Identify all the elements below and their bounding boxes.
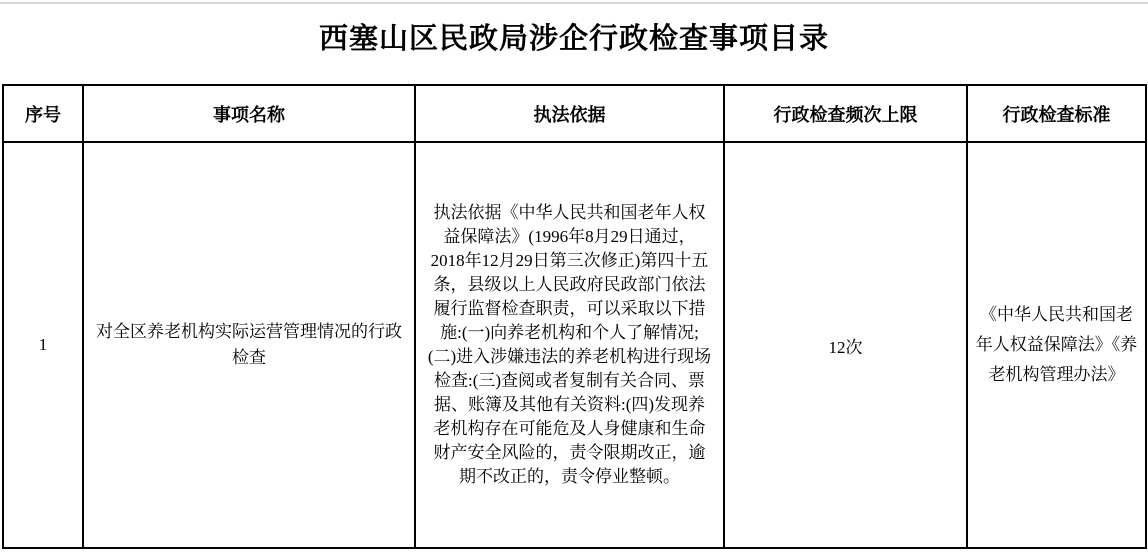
page-title: 西塞山区民政局涉企行政检查事项目录: [318, 23, 829, 55]
inspection-items-table: [2, 84, 1147, 549]
page-top-divider: [0, 2, 1148, 4]
cell-seq: 1: [3, 142, 83, 548]
column-header-seq: 序号: [3, 85, 83, 142]
table-header-row: [3, 85, 1146, 142]
cell-frequency-limit: 12次: [724, 142, 967, 548]
cell-item-name: 对全区养老机构实际运营管理情况的行政检查: [83, 142, 415, 548]
table-row: [3, 142, 1146, 548]
column-header-item-name: 事项名称: [83, 85, 415, 142]
column-header-frequency-limit: 行政检查频次上限: [724, 85, 967, 142]
cell-inspection-standard: 《中华人民共和国老年人权益保障法》《养老机构管理办法》: [967, 142, 1146, 548]
cell-legal-basis: 执法依据《中华人民共和国老年人权益保障法》(1996年8月29日通过，2018年12月29日第三次修正)第四十五条，县级以上人民政府民政部门依法履行监督检查职责，可以采取以下措施:(一)向养老机构和个人了解情况;(二)进入涉嫌违法的养老机构进行现场检查:(三)查阅或者复制有关合同、票据、账簿及其他有关资料:(四)发现养老机构存在可能危及人身健康和生命财产安全风险的，责令限期改正，逾期不改正的，责令停业整顿。: [415, 142, 724, 548]
column-header-inspection-standard: 行政检查标准: [967, 85, 1146, 142]
column-header-legal-basis: 执法依据: [415, 85, 724, 142]
